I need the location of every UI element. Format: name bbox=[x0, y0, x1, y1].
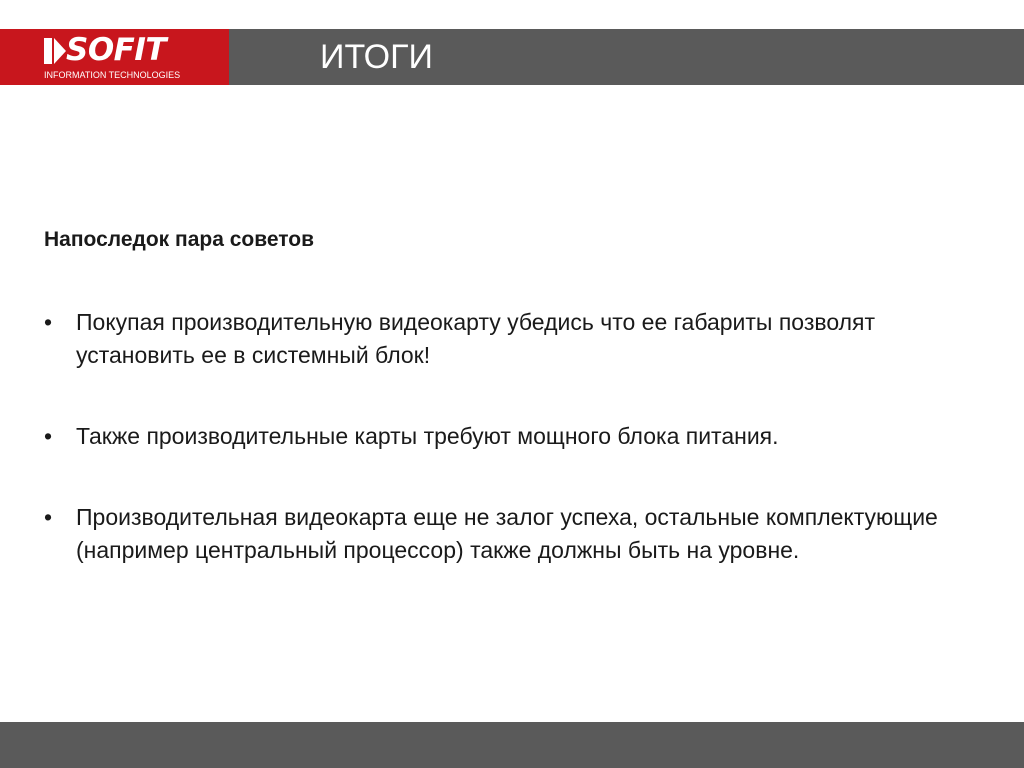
tips-list bbox=[44, 306, 994, 567]
list-item bbox=[44, 501, 994, 567]
logo-wordmark: SOFIT bbox=[66, 32, 167, 68]
list-item-text: Производительная видеокарта еще не залог успеха, остальные комплектующие (например центральный процессор) также должны быть на уровне. bbox=[76, 504, 938, 563]
logo-tagline: INFORMATION TECHNOLOGIES bbox=[44, 70, 181, 80]
slide-title: ИТОГИ bbox=[320, 38, 433, 76]
bullet-icon: • bbox=[44, 423, 53, 449]
section-heading: Напоследок пара советов bbox=[44, 228, 314, 251]
list-item bbox=[44, 306, 994, 372]
footer-bar bbox=[0, 722, 1024, 768]
list-item-text: Также производительные карты требуют мощного блока питания. bbox=[76, 423, 779, 449]
bullet-icon: • bbox=[44, 309, 53, 335]
top-margin bbox=[0, 0, 1024, 29]
bullet-icon: • bbox=[44, 504, 53, 530]
list-item-text: Покупая производительную видеокарту убедись что ее габариты позволят установить ее в системный блок! bbox=[76, 309, 876, 368]
logo-mark-icon bbox=[44, 38, 66, 64]
list-item bbox=[44, 420, 994, 453]
